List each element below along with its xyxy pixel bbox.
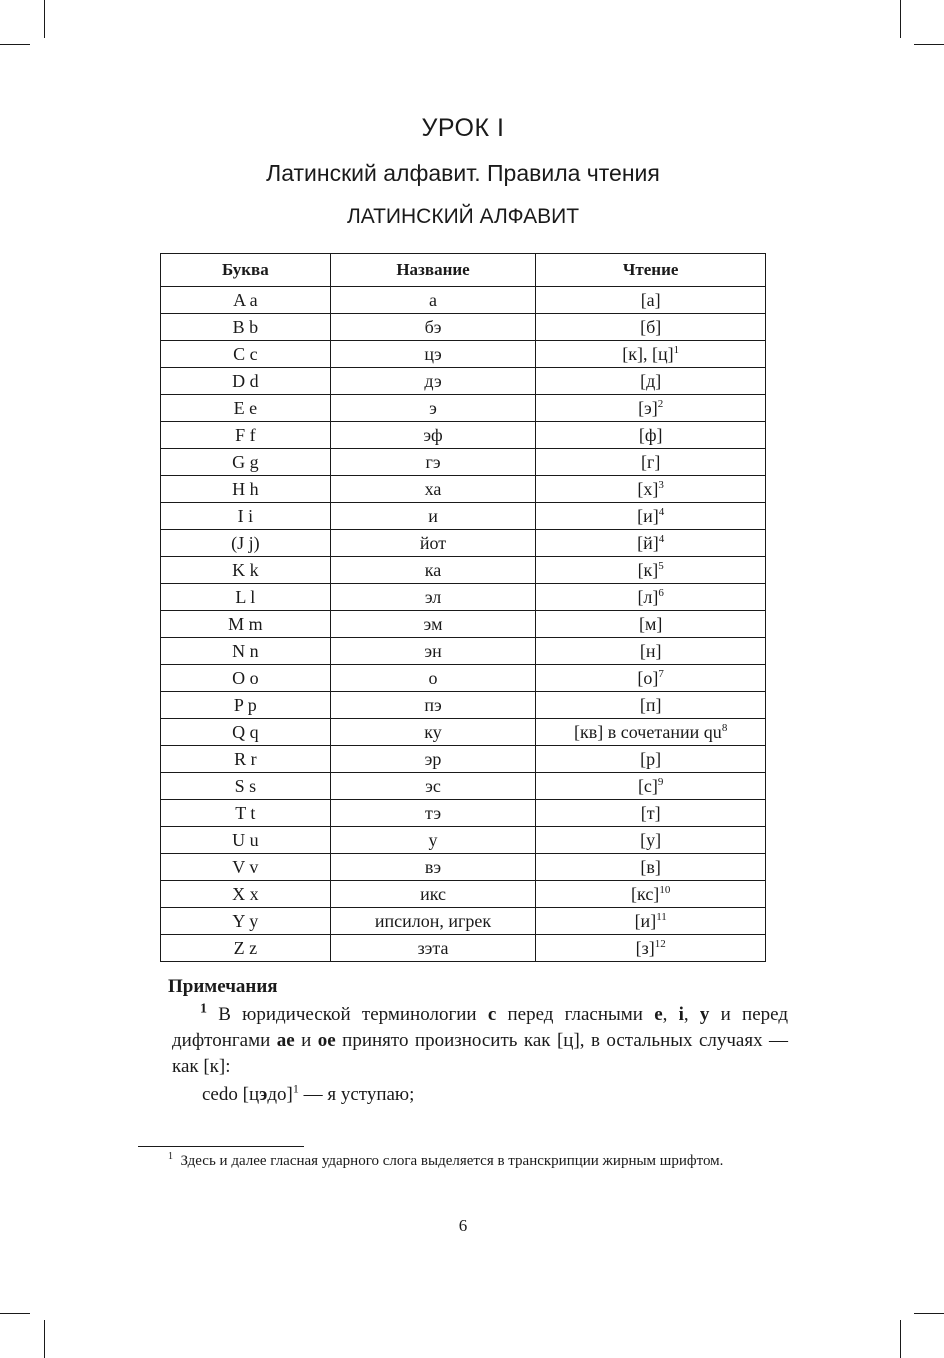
reading-text: [р] — [640, 749, 662, 769]
table-row — [161, 854, 766, 881]
cell-letter: E e — [161, 395, 331, 422]
example-footnote-ref: 1 — [292, 1081, 299, 1096]
cell-letter: C c — [161, 341, 331, 368]
cell-reading — [536, 665, 766, 692]
cell-reading — [536, 449, 766, 476]
footnote-text: Здесь и далее гласная ударного слога выделяется в транскрипции жирным шрифтом. — [180, 1153, 724, 1169]
cell-letter: Z z — [161, 935, 331, 962]
reading-text: [к], [ц] — [622, 344, 674, 364]
reading-text: [э] — [638, 398, 658, 418]
cell-reading — [536, 368, 766, 395]
reading-text: [ф] — [638, 425, 663, 445]
cell-letter: Y y — [161, 908, 331, 935]
cell-letter: G g — [161, 449, 331, 476]
cell-name: у — [330, 827, 536, 854]
cell-name: эм — [330, 611, 536, 638]
table-row — [161, 557, 766, 584]
cell-reading — [536, 881, 766, 908]
cell-name: цэ — [330, 341, 536, 368]
note-bold: c — [487, 1004, 497, 1025]
note-bold: ae — [276, 1030, 295, 1051]
cell-reading — [536, 908, 766, 935]
footnote-ref: 11 — [656, 911, 667, 923]
column-header-reading: Чтение — [536, 254, 766, 287]
table-row — [161, 530, 766, 557]
cell-name: тэ — [330, 800, 536, 827]
cell-name: эр — [330, 746, 536, 773]
footnote-ref: 3 — [658, 479, 664, 491]
note-text: В юридической терминологии — [218, 1004, 477, 1025]
footnote-ref: 8 — [721, 722, 728, 734]
crop-mark-top-left — [44, 0, 45, 38]
table-row — [161, 476, 766, 503]
cell-reading — [536, 314, 766, 341]
footnote-ref: 7 — [658, 668, 664, 680]
cell-letter: X x — [161, 881, 331, 908]
lesson-subtitle: Латинский алфавит. Правила чтения — [266, 160, 660, 186]
note-1-paragraph — [172, 1002, 788, 1080]
cell-name: эф — [330, 422, 536, 449]
reading-text: [х] — [637, 479, 659, 499]
cell-letter: K k — [161, 557, 331, 584]
reading-text: [й] — [637, 533, 659, 553]
cell-name: и — [330, 503, 536, 530]
cell-name: икс — [330, 881, 536, 908]
reading-text: [л] — [637, 587, 659, 607]
reading-text: [а] — [640, 290, 661, 310]
footnote-number: 1 — [168, 1151, 173, 1162]
note-text: и — [301, 1030, 312, 1051]
cell-letter: A a — [161, 287, 331, 314]
cell-reading — [536, 341, 766, 368]
table-row — [161, 800, 766, 827]
reading-text: [б] — [640, 317, 662, 337]
table-header-row — [161, 254, 766, 287]
table-row — [161, 692, 766, 719]
cell-letter: Q q — [161, 719, 331, 746]
footnote-ref: 4 — [658, 506, 665, 518]
note-text: и перед дифтонгами — [172, 1004, 788, 1051]
note-bold: e — [654, 1004, 663, 1025]
cell-name: зэта — [330, 935, 536, 962]
notes-heading: Примечания — [168, 976, 278, 997]
reading-text: [у] — [640, 830, 662, 850]
cell-letter: D d — [161, 368, 331, 395]
cell-name: гэ — [330, 449, 536, 476]
reading-text: [кс] — [631, 884, 660, 904]
reading-text: [т] — [640, 803, 661, 823]
crop-mark-top-right — [914, 44, 944, 45]
footnote-ref: 2 — [657, 398, 664, 410]
cell-letter: N n — [161, 638, 331, 665]
alphabet-heading: ЛАТИНСКИЙ АЛФАВИТ — [346, 205, 580, 228]
reading-text: [и] — [634, 911, 657, 931]
cell-letter: H h — [161, 476, 331, 503]
footnote — [138, 1150, 790, 1172]
table-row — [161, 719, 766, 746]
reading-text: [м] — [638, 614, 663, 634]
cell-reading — [536, 530, 766, 557]
cell-name: ипсилон, игрек — [330, 908, 536, 935]
reading-text: [г] — [640, 452, 661, 472]
table-row — [161, 503, 766, 530]
reading-text: [о] — [637, 668, 659, 688]
table-row — [161, 611, 766, 638]
footnote-divider — [138, 1146, 304, 1147]
table-row — [161, 368, 766, 395]
table-row — [161, 638, 766, 665]
cell-reading — [536, 638, 766, 665]
cell-letter: B b — [161, 314, 331, 341]
footnote-ref: 1 — [673, 344, 680, 356]
cell-reading — [536, 395, 766, 422]
cell-reading — [536, 287, 766, 314]
table-row — [161, 341, 766, 368]
crop-mark-bottom-left — [0, 1313, 30, 1314]
reading-text: [к] — [637, 560, 659, 580]
reading-text: [з] — [635, 938, 655, 958]
cell-name: пэ — [330, 692, 536, 719]
table-row — [161, 449, 766, 476]
table-row — [161, 746, 766, 773]
cell-name: йот — [330, 530, 536, 557]
footnote-ref: 9 — [657, 776, 664, 788]
cell-reading — [536, 719, 766, 746]
cell-letter: I i — [161, 503, 331, 530]
table-row — [161, 422, 766, 449]
reading-text: [в] — [640, 857, 661, 877]
table-row — [161, 773, 766, 800]
table-row — [161, 287, 766, 314]
cell-letter: P p — [161, 692, 331, 719]
cell-reading — [536, 854, 766, 881]
column-header-name: Название — [330, 254, 536, 287]
cell-reading — [536, 422, 766, 449]
cell-reading — [536, 557, 766, 584]
crop-mark-top-left — [0, 44, 30, 45]
note-text: принято произносить как [ц], в остальных случаях — как [к]: — [172, 1030, 789, 1077]
example-translation: — я уступаю; — [303, 1084, 415, 1105]
cell-letter: O o — [161, 665, 331, 692]
table-row — [161, 908, 766, 935]
example-word: cedo — [202, 1084, 238, 1105]
stressed-vowel: э — [259, 1084, 268, 1105]
cell-name: вэ — [330, 854, 536, 881]
cell-name: о — [330, 665, 536, 692]
note-bold: i — [678, 1004, 684, 1025]
cell-name: дэ — [330, 368, 536, 395]
cell-reading — [536, 827, 766, 854]
note-bold: oe — [317, 1030, 336, 1051]
reading-text: [с] — [637, 776, 658, 796]
cell-letter: (J j) — [161, 530, 331, 557]
reading-text: [и] — [637, 506, 659, 526]
reading-text: [кв] в сочетании qu — [574, 722, 722, 742]
reading-text: [н] — [639, 641, 662, 661]
table-row — [161, 881, 766, 908]
table-row — [161, 314, 766, 341]
crop-mark-bottom-left — [44, 1320, 45, 1358]
footnote-ref: 10 — [659, 884, 671, 896]
cell-reading — [536, 611, 766, 638]
lesson-title: УРОК I — [421, 114, 505, 142]
cell-reading — [536, 503, 766, 530]
footnote-ref: 12 — [654, 938, 666, 950]
footnote-ref: 4 — [658, 533, 665, 545]
note-text: , — [662, 1004, 668, 1025]
cell-name: э — [330, 395, 536, 422]
reading-text: [п] — [639, 695, 662, 715]
cell-reading — [536, 746, 766, 773]
cell-reading — [536, 800, 766, 827]
example-transcription: [цэдо] — [242, 1084, 293, 1105]
cell-letter: L l — [161, 584, 331, 611]
cell-letter: T t — [161, 800, 331, 827]
cell-letter: M m — [161, 611, 331, 638]
cell-reading — [536, 935, 766, 962]
cell-reading — [536, 773, 766, 800]
cell-reading — [536, 584, 766, 611]
alphabet-table-body — [161, 287, 766, 962]
cell-name: ка — [330, 557, 536, 584]
note-marker: 1 — [200, 1001, 207, 1017]
cell-letter: R r — [161, 746, 331, 773]
cell-letter: V v — [161, 854, 331, 881]
table-row — [161, 827, 766, 854]
cell-name: эл — [330, 584, 536, 611]
cell-name: эс — [330, 773, 536, 800]
footnote-ref: 5 — [658, 560, 664, 572]
column-header-letter: Буква — [161, 254, 331, 287]
crop-mark-top-right — [900, 0, 901, 38]
footnote-ref: 6 — [658, 587, 664, 599]
page-number: 6 — [458, 1216, 468, 1235]
cell-reading — [536, 476, 766, 503]
cell-name: ха — [330, 476, 536, 503]
table-row — [161, 395, 766, 422]
crop-mark-bottom-right — [914, 1313, 944, 1314]
cell-name: ку — [330, 719, 536, 746]
cell-name: бэ — [330, 314, 536, 341]
cell-name: эн — [330, 638, 536, 665]
note-bold: y — [699, 1004, 710, 1025]
alphabet-table — [160, 253, 766, 962]
reading-text: [д] — [640, 371, 662, 391]
cell-name: а — [330, 287, 536, 314]
note-text: перед гласными — [507, 1004, 643, 1025]
table-row — [161, 584, 766, 611]
crop-mark-bottom-right — [900, 1320, 901, 1358]
cell-letter: U u — [161, 827, 331, 854]
cell-reading — [536, 692, 766, 719]
cell-letter: S s — [161, 773, 331, 800]
note-text: , — [683, 1004, 689, 1025]
table-row — [161, 665, 766, 692]
table-row — [161, 935, 766, 962]
example-line — [202, 1081, 415, 1106]
cell-letter: F f — [161, 422, 331, 449]
